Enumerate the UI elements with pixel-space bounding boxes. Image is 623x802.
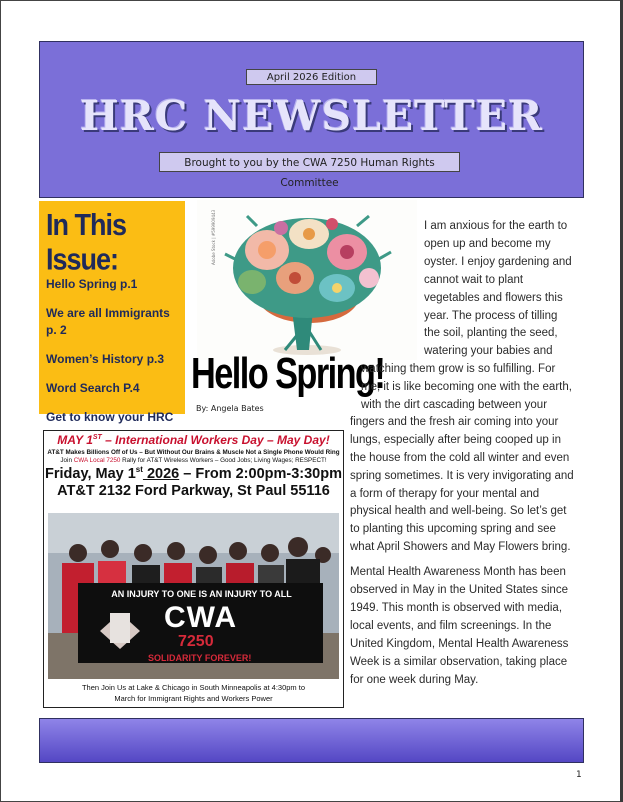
- flyer-title: [44, 433, 343, 447]
- toc-item-word-search: Word Search P.4: [46, 381, 140, 395]
- flyer-title-sup: ST: [92, 434, 102, 441]
- in-this-issue-box: [39, 201, 185, 424]
- paragraph-1-line-17: physical health and well-being. So let’s get: [350, 505, 567, 517]
- banner-bottom-text: SOLIDARITY FOREVER!: [148, 653, 252, 663]
- footer-bar: [39, 718, 584, 763]
- paragraph-1-line-7: the soil, planting the seed,: [424, 327, 558, 339]
- paragraph-1-line-12: fingers and the fresh air coming into your: [350, 416, 559, 428]
- rally-photo: [48, 513, 339, 679]
- flyer-line-2-prefix: Join: [60, 457, 74, 464]
- paragraph-1-line-13: lungs, especially after being cooped up in: [350, 434, 561, 446]
- flyer-union-name: CWA Local 7250: [73, 457, 121, 464]
- flyer-date-year: 2026: [142, 465, 180, 482]
- flyer-title-main: MAY 1: [57, 433, 93, 447]
- in-this-issue-heading: In This Issue:: [46, 208, 126, 277]
- edition-label: April 2026 Edition: [246, 69, 377, 85]
- paragraph-1-line-6: year. The process of tilling: [424, 310, 558, 322]
- toc-item-womens-history: Women’s History p.3: [46, 352, 165, 366]
- toc-item-hrc: Get to know your HRC: [46, 410, 174, 424]
- flyer-title-rest: – International Workers Day – May Day!: [101, 433, 330, 447]
- paragraph-1-line-11: with the dirt cascading between your: [361, 399, 548, 411]
- paragraph-2-line-2: observed in May in the United States since: [350, 584, 568, 596]
- flyer-address: AT&T 2132 Ford Parkway, St Paul 55116: [57, 482, 330, 499]
- flyer-date-rest: – From 2:00pm-3:30pm: [179, 465, 342, 482]
- banner-local: 7250: [178, 633, 214, 650]
- page-number: 1: [576, 770, 582, 780]
- paragraph-2-line-6: Week is a similar observation, taking place: [350, 656, 568, 668]
- newsletter-header: [39, 41, 584, 198]
- brain-flowers-icon: [197, 200, 417, 360]
- paragraph-1-line-14: the house from the cold all winter and even: [350, 452, 570, 464]
- may-day-flyer: [43, 430, 344, 708]
- paragraph-1-line-19: what April Showers and May Flowers bring.: [350, 541, 571, 553]
- paragraph-2-line-3: 1949. This month is observed with media,: [350, 602, 563, 614]
- flyer-date-sup: st: [135, 465, 143, 474]
- flyer-date-prefix: Friday, May 1: [45, 465, 136, 482]
- paragraph-1-line-9: watching them grow is so fulfilling. For: [361, 363, 556, 375]
- paragraph-1-line-4: cannot wait to plant: [424, 274, 524, 286]
- paragraph-1-line-1: I am anxious for the earth to: [424, 220, 568, 232]
- paragraph-1-line-15: spring sometimes. It is very invigorating and: [350, 470, 574, 482]
- paragraph-2-line-1: Mental Health Awareness Month has been: [350, 566, 566, 578]
- flyer-header: [44, 433, 343, 499]
- paragraph-1-line-5: vegetables and flowers this: [424, 292, 563, 304]
- article-headline: Hello Spring!: [191, 349, 385, 398]
- flyer-footer: [44, 682, 343, 704]
- paragraph-1-line-10: me, it is like becoming one with the earth,: [361, 381, 572, 393]
- floral-brain-illustration: [197, 200, 417, 360]
- banner-union: CWA: [164, 601, 237, 634]
- article-byline: By: Angela Bates: [196, 404, 264, 413]
- paragraph-1-line-3: oyster. I enjoy gardening and: [424, 256, 572, 268]
- flyer-date: [44, 465, 343, 482]
- paragraph-2-line-5: United Kingdom, Mental Health Awareness: [350, 638, 569, 650]
- toc-item-hello-spring: Hello Spring p.1: [46, 277, 138, 291]
- flyer-line-2-rest: Rally for AT&T Wireless Workers – Good Jobs; Living Wages; RESPECT!: [120, 457, 327, 464]
- stock-credit: Adobe Stock | #599909443: [211, 209, 216, 265]
- flyer-line-1: AT&T Makes Billions Off of Us – But Without Our Brains & Muscle Not a Single Phone Would Ring: [47, 449, 340, 456]
- newsletter-subtitle: Brought to you by the CWA 7250 Human Rights Committee: [159, 152, 460, 172]
- banner-top-text: AN INJURY TO ONE IS AN INJURY TO ALL: [111, 589, 292, 599]
- paragraph-1-line-2: open up and become my: [424, 238, 551, 250]
- flyer-footer-line-1: Then Join Us at Lake & Chicago in South Minneapolis at 4:30pm to: [81, 683, 306, 692]
- newsletter-title: HRC NEWSLETTER: [79, 92, 544, 140]
- toc-item-immigrants: We are all Immigrants p. 2: [46, 306, 170, 337]
- paragraph-2-line-7: for one week during May.: [350, 674, 479, 686]
- flyer-line-2: [44, 457, 343, 464]
- paragraph-1-line-8: watering your babies and: [424, 345, 553, 357]
- paragraph-2-line-4: local events, and film screenings. In the: [350, 620, 552, 632]
- flyer-footer-line-2: March for Immigrant Rights and Workers Power: [114, 694, 273, 703]
- paragraph-1-line-16: a form of therapy for your mental and: [350, 488, 540, 500]
- paragraph-1-line-18: to planting this upcoming spring and see: [350, 523, 556, 535]
